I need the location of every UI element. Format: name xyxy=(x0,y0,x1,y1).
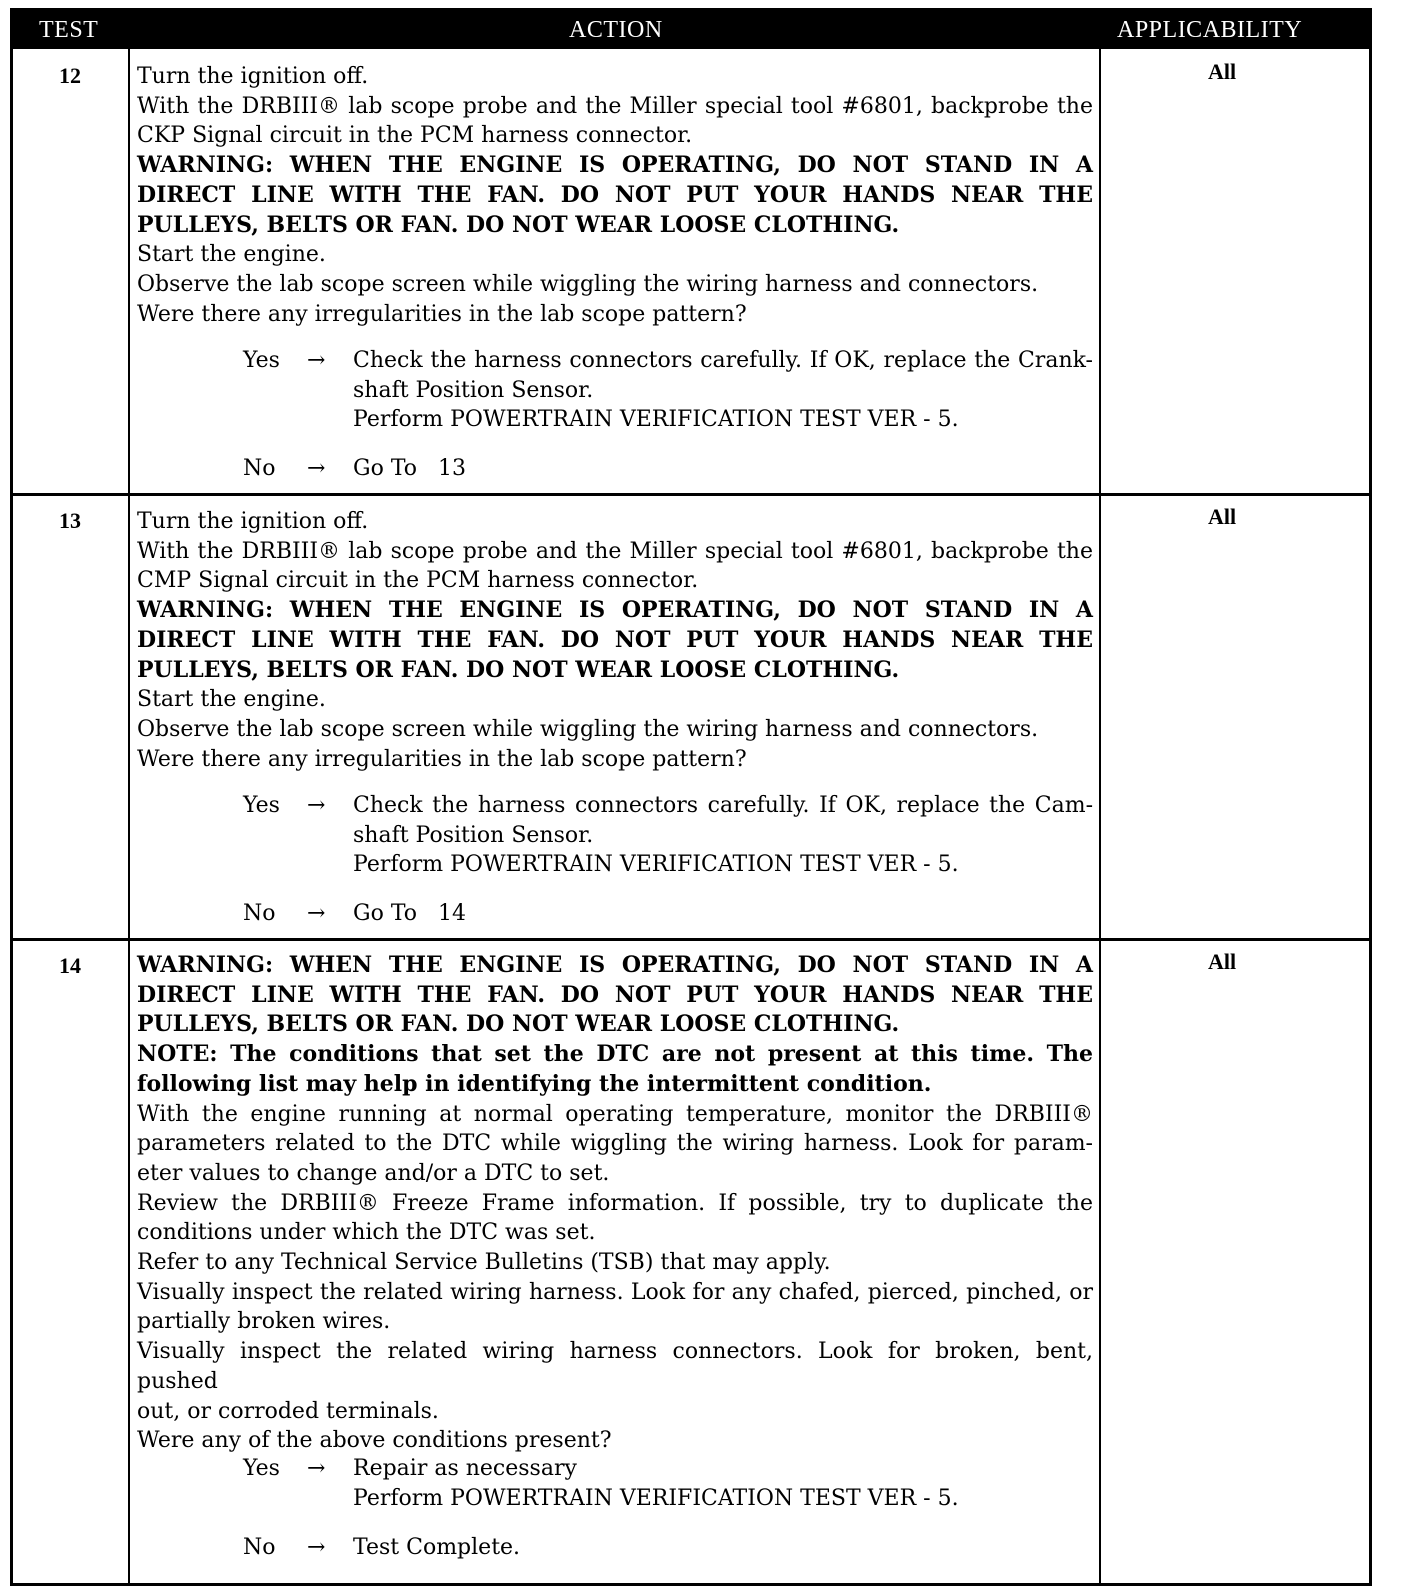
no-label: No xyxy=(243,456,276,481)
diagnostic-test-table xyxy=(10,8,1372,1586)
yes-line: Check the harness connectors carefully. If OK, replace the Cam- xyxy=(353,793,1093,818)
action-line: out, or corroded terminals. xyxy=(137,1398,439,1424)
no-result: Test Complete. xyxy=(353,1535,521,1560)
action-line: Were there any irregularities in the lab scope pattern? xyxy=(137,301,747,327)
action-text xyxy=(137,507,1093,774)
yes-line: shaft Position Sensor. xyxy=(353,377,594,403)
yes-result xyxy=(353,346,1093,435)
action-line: conditions under which the DTC was set. xyxy=(137,1220,596,1246)
arrow-icon: → xyxy=(307,1456,326,1481)
action-line: With the DRBIII® lab scope probe and the Miller special tool #6801, backprobe the xyxy=(137,93,1093,119)
yes-result xyxy=(353,1454,1093,1513)
action-line: CKP Signal circuit in the PCM harness connector. xyxy=(137,123,693,149)
test-number: 14 xyxy=(59,953,81,978)
yes-line: shaft Position Sensor. xyxy=(353,822,594,848)
yes-result xyxy=(353,791,1093,880)
action-line: Start the engine. xyxy=(137,242,326,268)
header-applicability: APPLICABILITY xyxy=(1117,17,1303,43)
action-line: partially broken wires. xyxy=(137,1309,391,1335)
yes-label: Yes xyxy=(243,348,280,373)
action-line: Turn the ignition off. xyxy=(137,64,369,89)
yes-line: Perform POWERTRAIN VERIFICATION TEST VER - 5. xyxy=(353,407,959,433)
action-line: Turn the ignition off. xyxy=(137,509,369,534)
arrow-icon: → xyxy=(307,1535,326,1560)
applicability-value: All xyxy=(1208,59,1237,84)
test-number: 12 xyxy=(59,63,81,88)
applicability-value: All xyxy=(1208,949,1237,974)
no-label: No xyxy=(243,1535,276,1560)
no-result: Go To 13 xyxy=(353,456,466,481)
warning-line: DIRECT LINE WITH THE FAN. DO NOT PUT YOUR HANDS NEAR THE xyxy=(137,981,1093,1008)
action-line: Visually inspect the related wiring harness. Look for any chafed, pierced, pinched, or xyxy=(137,1279,1093,1305)
yes-label: Yes xyxy=(243,1456,280,1481)
action-line: parameters related to the DTC while wiggling the wiring harness. Look for param- xyxy=(137,1131,1093,1157)
action-line: Were any of the above conditions present? xyxy=(137,1428,612,1454)
note-line: NOTE: The conditions that set the DTC are not present at this time. The xyxy=(137,1041,1093,1068)
action-line: eter values to change and/or a DTC to set. xyxy=(137,1160,610,1186)
arrow-icon: → xyxy=(307,901,326,926)
action-text xyxy=(137,62,1093,329)
warning-line: WARNING: WHEN THE ENGINE IS OPERATING, DO NOT STAND IN A xyxy=(137,952,1093,978)
table-header xyxy=(13,11,1369,49)
action-line: Start the engine. xyxy=(137,687,326,713)
header-test: TEST xyxy=(39,17,99,43)
action-text xyxy=(137,951,1093,1456)
arrow-icon: → xyxy=(307,348,326,373)
action-line: Visually inspect the related wiring harness connectors. Look for broken, bent, pushed xyxy=(137,1339,1093,1394)
yes-line: Perform POWERTRAIN VERIFICATION TEST VER - 5. xyxy=(353,852,959,878)
warning-line: WARNING: WHEN THE ENGINE IS OPERATING, DO NOT STAND IN A xyxy=(137,597,1093,624)
action-line: Observe the lab scope screen while wiggling the wiring harness and connectors. xyxy=(137,716,1039,742)
yes-label: Yes xyxy=(243,793,280,818)
no-result: Go To 14 xyxy=(353,901,466,926)
yes-line: Repair as necessary xyxy=(353,1456,577,1481)
action-line: Observe the lab scope screen while wiggling the wiring harness and connectors. xyxy=(137,271,1039,297)
yes-line: Check the harness connectors carefully. If OK, replace the Crank- xyxy=(353,348,1093,373)
column-divider xyxy=(1099,49,1101,1583)
arrow-icon: → xyxy=(307,793,326,818)
action-line: Review the DRBIII® Freeze Frame information. If possible, try to duplicate the xyxy=(137,1190,1093,1216)
applicability-value: All xyxy=(1208,504,1237,529)
action-line: CMP Signal circuit in the PCM harness connector. xyxy=(137,568,699,594)
column-divider xyxy=(128,49,130,1583)
action-line: With the DRBIII® lab scope probe and the Miller special tool #6801, backprobe the xyxy=(137,538,1093,564)
warning-line: DIRECT LINE WITH THE FAN. DO NOT PUT YOUR HANDS NEAR THE xyxy=(137,626,1093,653)
warning-line: DIRECT LINE WITH THE FAN. DO NOT PUT YOUR HANDS NEAR THE xyxy=(137,181,1093,208)
note-line: following list may help in identifying the intermittent condition. xyxy=(137,1070,932,1097)
arrow-icon: → xyxy=(307,456,326,481)
row-divider xyxy=(13,938,1369,941)
row-divider xyxy=(13,493,1369,496)
action-line: Were there any irregularities in the lab scope pattern? xyxy=(137,746,747,772)
warning-line: PULLEYS, BELTS OR FAN. DO NOT WEAR LOOSE CLOTHING. xyxy=(137,656,900,683)
header-action: ACTION xyxy=(569,17,663,43)
warning-line: WARNING: WHEN THE ENGINE IS OPERATING, DO NOT STAND IN A xyxy=(137,152,1093,179)
action-line: Refer to any Technical Service Bulletins (TSB) that may apply. xyxy=(137,1250,831,1276)
warning-line: PULLEYS, BELTS OR FAN. DO NOT WEAR LOOSE CLOTHING. xyxy=(137,1011,900,1038)
action-line: With the engine running at normal operating temperature, monitor the DRBIII® xyxy=(137,1101,1093,1127)
yes-line: Perform POWERTRAIN VERIFICATION TEST VER - 5. xyxy=(353,1485,959,1511)
test-number: 13 xyxy=(59,508,81,533)
no-label: No xyxy=(243,901,276,926)
warning-line: PULLEYS, BELTS OR FAN. DO NOT WEAR LOOSE CLOTHING. xyxy=(137,211,900,238)
